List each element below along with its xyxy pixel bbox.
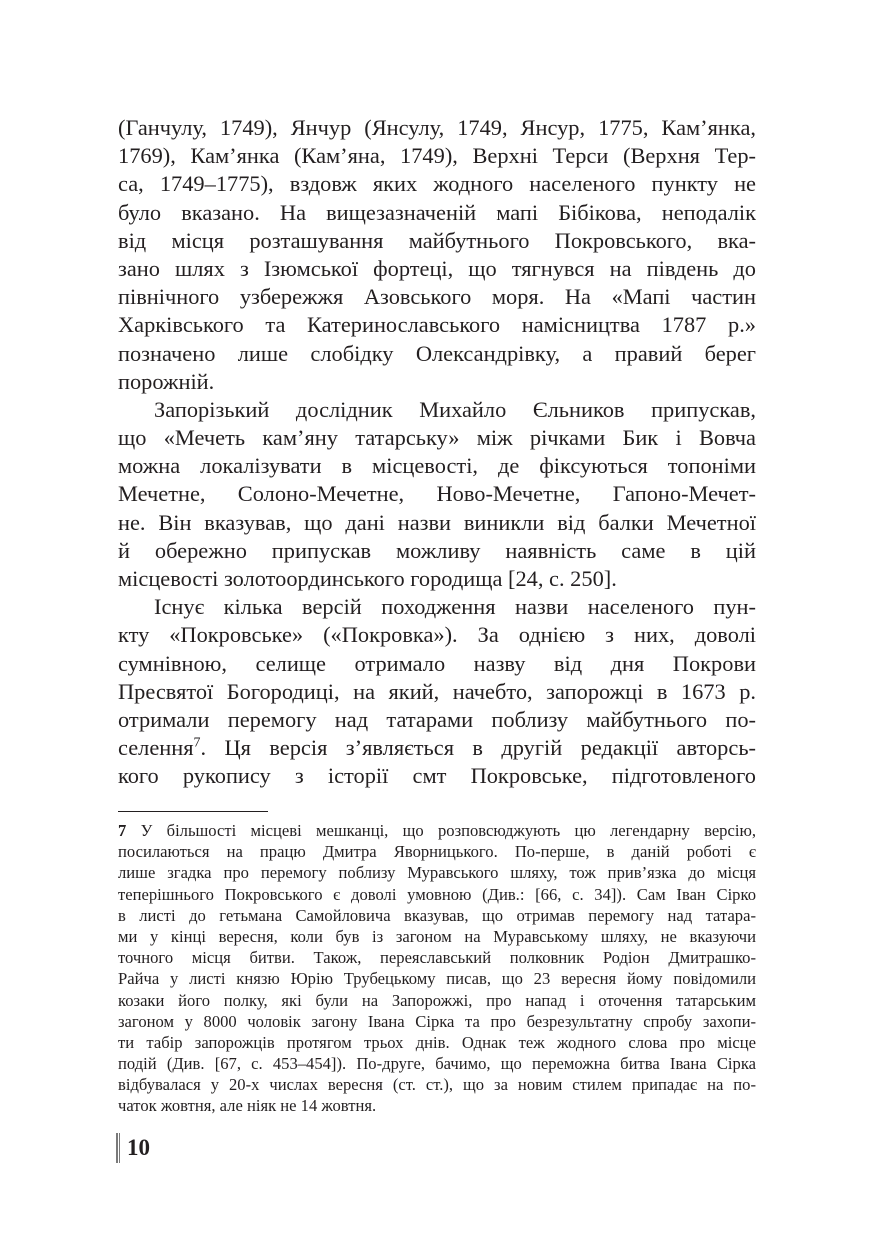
text-line: Харківського та Катеринославського намісництва 1787 р.» [118,312,756,338]
footnote-line: подій (Див. [67, с. 453–454]). По-друге, бачимо, що переможна битва Івана Сірка [118,1054,756,1074]
page-number: 10 [127,1135,150,1160]
footnote [118,820,756,1117]
footnote-line: ми у кінці вересня, коли був із загоном на Муравському шляху, не вказуючи [118,926,756,946]
text-line: зано шлях з Ізюмської фортеці, що тягнувся на південь до [118,255,756,281]
page-number-block [116,1133,150,1163]
text-line: кту «Покровське» («Покровка»). За однією з них, доволі [118,622,756,648]
text-line: позначено лише слобідку Олександрівку, а правий берег [118,340,756,366]
footnote-line: лише згадка про перемогу поблизу Муравського шляху, тож прив’язка до місця [118,863,756,883]
text-line: Існує кілька версій походження назви населеного пун- [154,594,756,620]
text-line: не. Він вказував, що дані назви виникли від балки Мечетної [118,509,756,535]
text-fragment: селення [118,735,194,761]
text-line: (Ганчулу, 1749), Янчур (Янсулу, 1749, Янсур, 1775, Кам’янка, [118,115,756,140]
footnote-number: 7 [118,821,127,840]
footnote-text: У більшості місцеві мешканці, що розповсюджують цю легендарну версію, [126,821,756,840]
text-line: са, 1749–1775), вздовж яких жодного населеного пункту не [118,171,756,197]
footnote-line [118,820,756,841]
footnote-line: ти табір запорожців протягом трьох днів. Однак теж жодного слова про місце [118,1032,756,1052]
text-line: Мечетне, Солоно-Мечетне, Ново-Мечетне, Гапоно-Мечет- [118,481,756,507]
footnote-line: Райча у листі князю Юрію Трубецькому писав, що 23 вересня йому повідомили [118,969,756,989]
footnote-line: козаки його полку, які були на Запорожжі, про напад і оточення татарським [118,990,756,1010]
text-line: можна локалізувати в місцевості, де фіксуються топоніми [118,453,756,479]
text-line: північного узбережжя Азовського моря. На «Мапі частин [118,284,756,310]
text-line: 1769), Кам’янка (Кам’яна, 1749), Верхні Терси (Верхня Тер- [118,143,756,169]
paragraph-2 [118,396,756,593]
footnote-line: точного місця битви. Також, переяславський полковник Родіон Дмитрашко- [118,948,756,968]
text-line: Запорізький дослідник Михайло Єльников припускав, [154,396,756,422]
text-line: було вказано. На вищезазначеній мапі Бібікова, неподалік [118,199,756,225]
text-line: кого рукопису з історії смт Покровське, підготовленого [118,763,756,789]
text-line: місцевості золотоординського городища [24, с. 250]. [118,566,617,591]
footnote-line: теперішнього Покровського є доволі умовною (Див.: [66, с. 34]). Сам Іван Сірко [118,884,756,904]
paragraph-3 [118,593,756,790]
paragraph-1 [118,114,756,396]
text-line: Пресвятої Богородиці, на який, начебто, запорожці в 1673 р. [118,678,756,704]
text-line [118,734,756,762]
text-line: порожній. [118,368,215,394]
folio-bar [116,1133,120,1163]
footnote-separator [118,811,268,812]
footnote-line: відбувалася у 20-х числах вересня (ст. ст.), що за новим стилем припадає на по- [118,1075,756,1095]
text-fragment: . Ця версія з’являється в другій редакції авторсь- [200,735,756,761]
footnote-line: в листі до гетьмана Самойловича вказував, що отримав перемогу над татара- [118,905,756,925]
text-line: отримали перемогу над татарами поблизу майбутнього по- [118,706,756,732]
text-line: від місця розташування майбутнього Покровського, вка- [118,227,756,253]
footnote-ref[interactable]: 7 [193,735,201,751]
text-line: сумнівною, селище отримало назву від дня Покрови [118,650,756,676]
text-line: що «Мечеть кам’яну татарську» між річками Бик і Вовча [118,425,756,451]
footnote-line: загоном у 8000 чоловік загону Івана Сірка та про безрезультатну спробу захопи- [118,1011,756,1031]
main-text [118,114,756,791]
text-line: й обережно припускав можливу наявність саме в цій [118,537,756,563]
footnote-line: посилаються на працю Дмитра Яворницького. По-перше, в даній роботі є [118,842,756,862]
footnote-line: чаток жовтня, але ніяк не 14 жовтня. [118,1096,377,1116]
